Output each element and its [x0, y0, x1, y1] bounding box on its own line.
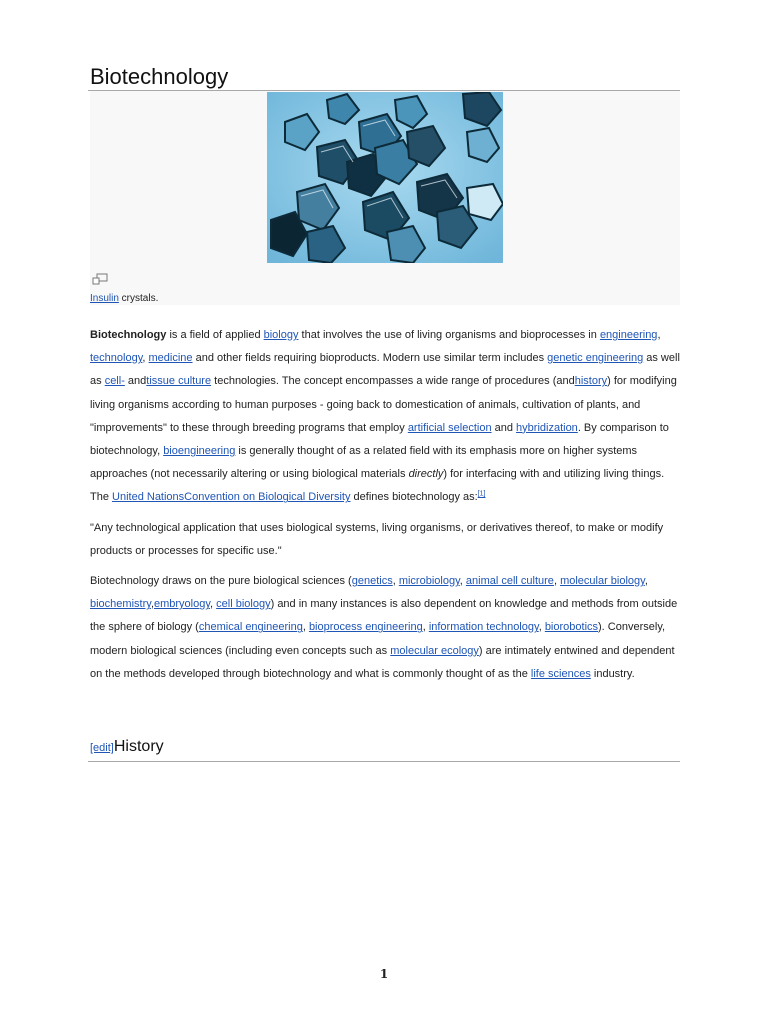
link-molecular-biology[interactable]: molecular biology	[560, 575, 645, 588]
section-title: History	[113, 738, 164, 755]
link-biochemistry[interactable]: biochemistry	[90, 598, 151, 611]
text-run: and	[124, 375, 147, 388]
text-run: . By comparison to biotechnology,	[90, 421, 669, 458]
text-run: ) and in many instances is also dependent on knowledge and methods from outside the sphere of biology (	[90, 598, 678, 634]
text-run: ,	[150, 598, 154, 611]
link-hybridization[interactable]: hybridization	[516, 421, 578, 434]
edit-link[interactable]: [edit]	[90, 742, 114, 754]
link-tissue-culture[interactable]: tissue culture	[146, 375, 212, 388]
text-run: that involves the use of living organisms and bioprocesses in	[298, 329, 600, 341]
link-genetics[interactable]: genetics	[351, 575, 393, 588]
text-run: ,	[538, 621, 545, 634]
section-divider	[88, 761, 680, 762]
text-run: industry.	[590, 667, 635, 680]
paragraph-intro	[90, 324, 680, 510]
text-run: is generally thought of as a related field with its emphasis more on higher systems approaches (not necessarily altering or using biological materials	[90, 445, 638, 481]
caption-text: crystals.	[118, 293, 159, 304]
citation-superscript	[478, 491, 486, 498]
text-run: ). Conversely, modern biological sciences (including even concepts such as	[90, 621, 666, 657]
page-title: Biotechnology	[90, 64, 229, 89]
link-information-technology[interactable]: information technology	[428, 621, 539, 634]
link-united-nationsconvention-on-biological-diversity[interactable]: United NationsConvention on Biological Diversity	[112, 491, 351, 504]
text-run: ,	[302, 621, 309, 634]
text-run: ,	[657, 329, 661, 341]
link-biorobotics[interactable]: biorobotics	[544, 621, 599, 634]
text-run: ,	[392, 575, 399, 588]
text-run: Biotechnology draws on the pure biological sciences (	[90, 575, 352, 588]
caption-link-insulin[interactable]: Insulin	[90, 293, 119, 304]
crystal-illustration	[267, 92, 503, 263]
paragraph-sciences	[90, 570, 680, 686]
text-run: ) are intimately entwined and dependent on the methods developed through biotechnology and what is commonly thought of as the	[90, 644, 675, 680]
text-run: ,	[644, 575, 648, 588]
link-cell[interactable]: cell-	[104, 375, 125, 388]
section-heading	[90, 738, 164, 756]
link-artificial-selection[interactable]: artificial selection	[407, 421, 492, 434]
text-run: ,	[210, 598, 217, 611]
link-chemical-engineering[interactable]: chemical engineering	[198, 621, 303, 634]
link-engineering[interactable]: engineering	[599, 329, 658, 341]
italic-term: directly	[408, 468, 444, 481]
link-medicine[interactable]: medicine	[148, 352, 193, 365]
text-run: and other fields requiring bioproducts. Modern use similar term includes	[192, 352, 548, 365]
text-run: and	[491, 421, 517, 434]
text-run: ,	[459, 575, 466, 588]
link-genetic-engineering[interactable]: genetic engineering	[547, 352, 644, 365]
text-run: is a field of applied	[166, 329, 264, 341]
paragraph-quote	[90, 517, 680, 563]
bold-term: Biotechnology	[90, 329, 167, 341]
text-run: ,	[142, 352, 149, 365]
text-run: defines biotechnology as:	[350, 491, 478, 504]
text-run: ) for modifying living organisms according to human purposes - going back to domestication of animals, cultivation of plants, and "improvements" to these through breeding programs that employ	[90, 375, 677, 434]
text-run: ,	[553, 575, 561, 588]
link-molecular-ecology[interactable]: molecular ecology	[390, 644, 479, 657]
link-biology[interactable]: biology	[263, 329, 299, 341]
figure-caption	[90, 293, 158, 304]
insulin-crystals-image[interactable]	[267, 92, 503, 263]
link-bioprocess-engineering[interactable]: bioprocess engineering	[308, 621, 423, 634]
text-run: ,	[422, 621, 429, 634]
link-life-sciences[interactable]: life sciences	[530, 667, 591, 680]
text-run: technologies. The concept encompasses a wide range of procedures (and	[211, 375, 575, 388]
page-number: 1	[379, 967, 389, 981]
figure-box	[90, 91, 680, 305]
link-microbiology[interactable]: microbiology	[398, 575, 460, 588]
text-run: "Any technological application that uses biological systems, living organisms, or derivatives thereof, to make or modify products or processes for specific use."	[90, 521, 664, 557]
text-run: ) for interfacing with and utilizing living things. The	[90, 468, 665, 504]
link-embryology[interactable]: embryology	[154, 598, 211, 611]
enlarge-icon[interactable]	[92, 273, 108, 285]
link-history[interactable]: history	[574, 375, 608, 388]
text-run: as well as	[90, 352, 680, 388]
link-bioengineering[interactable]: bioengineering	[163, 445, 236, 458]
article-body	[90, 324, 680, 693]
link-technology[interactable]: technology	[90, 352, 143, 365]
link-animal-cell-culture[interactable]: animal cell culture	[465, 575, 554, 588]
citation-link[interactable]: [1]	[477, 490, 486, 498]
link-cell-biology[interactable]: cell biology	[216, 598, 271, 611]
